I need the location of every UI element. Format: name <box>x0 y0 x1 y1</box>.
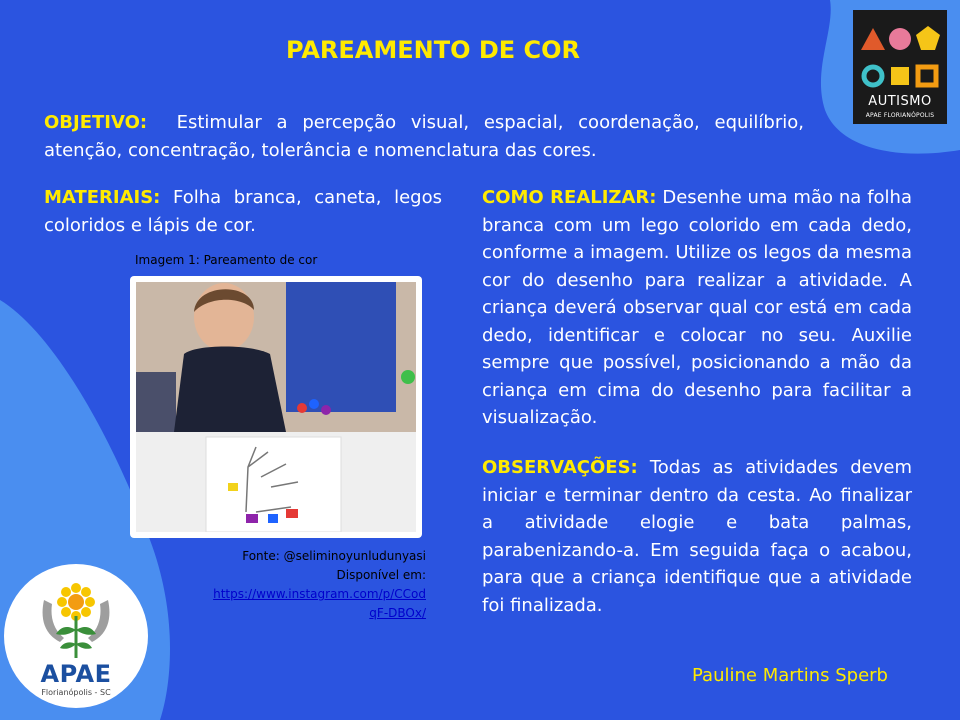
yellow-pentagon-shape <box>916 26 940 50</box>
author-name: Pauline Martins Sperb <box>692 665 888 686</box>
lego-blue-paper <box>268 514 278 523</box>
autism-logo-shapes <box>853 10 947 94</box>
lego-red-paper <box>286 509 298 518</box>
apae-flower-icon <box>38 578 114 660</box>
photo-chair <box>286 282 396 412</box>
source-link-part-1: https://www.instagram.com/p/CCod <box>213 587 426 601</box>
lego-purple-paper <box>246 514 258 523</box>
lego-purple <box>321 405 331 415</box>
objective-label: OBJETIVO: <box>44 112 148 133</box>
lego-red <box>297 403 307 413</box>
objective-section <box>44 109 804 164</box>
yellow-square-shape <box>891 67 909 85</box>
image-source <box>186 547 426 623</box>
child-playing-photo <box>136 282 416 532</box>
photo-frame <box>130 276 422 538</box>
red-triangle-shape <box>861 28 885 50</box>
flower-center <box>68 594 84 610</box>
lego-blue <box>309 399 319 409</box>
available-at-line: Disponível em: <box>336 568 426 582</box>
source-link-part-2: qF-DBOx/ <box>369 606 426 620</box>
source-line: Fonte: @seliminoyunludunyasi <box>242 549 426 563</box>
photo-child-shirt <box>174 347 286 433</box>
apae-logo <box>38 578 114 698</box>
pink-circle-shape <box>889 28 911 50</box>
apae-logo-city: Florianópolis - SC <box>41 688 111 697</box>
observations-label: OBSERVAÇÕES: <box>482 457 638 478</box>
autism-logo-text: AUTISMO <box>868 94 932 109</box>
how-to-text: Desenhe uma mão na folha branca com um lego colorido em cada dedo, conforme a imagem. Utilize os legos da mesma cor do desenho para realizar a atividade. A criança deverá observar qual cor está em cada dedo, identificar e colocar no seu. Auxilie sempre que possível, posicionando a mão da criança em cima do desenho para facilitar a visualização. <box>482 187 912 428</box>
source-link[interactable] <box>213 587 426 620</box>
autism-logo-subtext: APAE FLORIANÓPOLIS <box>865 112 935 119</box>
materials-section <box>44 184 442 239</box>
how-to-label: COMO REALIZAR: <box>482 187 657 208</box>
page-title: PAREAMENTO DE COR <box>285 36 581 64</box>
how-to-section <box>482 184 912 432</box>
image-caption: Imagem 1: Pareamento de cor <box>135 253 318 267</box>
materials-text: Folha branca, caneta, legos coloridos e lápis de cor. <box>44 187 442 236</box>
lego-yellow-paper <box>228 483 238 491</box>
materials-label: MATERIAIS: <box>44 187 161 208</box>
apae-logo-name: APAE <box>40 660 112 688</box>
teal-ring-shape <box>864 67 882 85</box>
autism-logo <box>853 10 947 124</box>
observations-text: Todas as atividades devem iniciar e terminar dentro da cesta. Ao finalizar a atividade elogie e bata palmas, parabenizando-a. Em seguida faça o acabou, para que a criança identifique que a atividade foi finalizada. <box>482 457 912 616</box>
photo-shelf <box>136 372 176 432</box>
lego-green <box>401 370 415 384</box>
orange-square-shape <box>918 67 936 85</box>
observations-section <box>482 454 912 619</box>
objective-text: Estimular a percepção visual, espacial, coordenação, equilíbrio, atenção, concentração, tolerância e nomenclatura das cores. <box>44 112 804 161</box>
